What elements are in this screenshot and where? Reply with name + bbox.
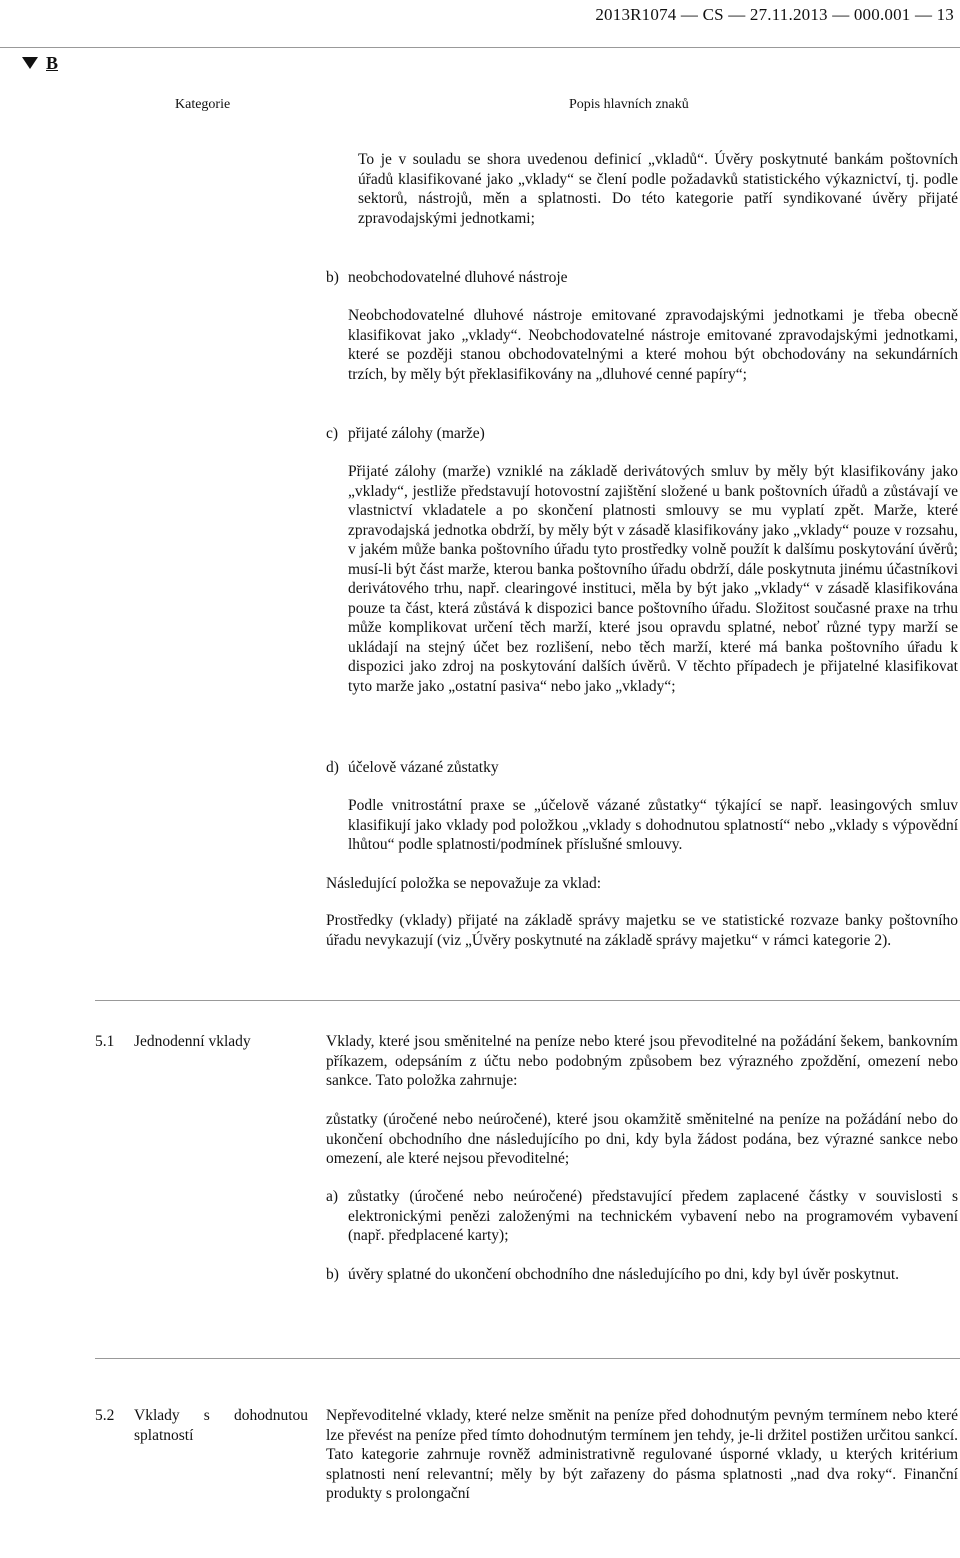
item-c-key: c) (326, 425, 339, 442)
amendment-marker (22, 52, 58, 74)
column-header-description: Popis hlavních znaků (569, 97, 689, 112)
row-separator (95, 1000, 960, 1001)
item-b-key: b) (326, 269, 339, 286)
row-5-1-item-a-text: zůstatky (úročené nebo neúročené) představující předem zaplacené částky v souvislosti s elektronickými penězi založenými na technickém vybavení nebo na programovém vybavení (např. předplacené karty); (348, 1188, 958, 1244)
intro-paragraph: To je v souladu se shora uvedenou definicí „vkladů“. Úvěry poskytnuté bankám poštovních úřadů klasifikované jako „vklady“ se člení podle požadavků statistického výkaznictví, tj. podle sektorů, nástrojů, měn a splatnosti. Do této kategorie patří syndikované úvěry přijaté zpravodajskými jednotkami; (358, 151, 958, 227)
row-5-1-description: Vklady, které jsou směnitelné na peníze nebo které jsou převoditelné na požádání šekem, bankovním příkazem, odepsáním z účtu nebo podobným způsobem bez výrazného zpoždění, omezení nebo sankce. Tato položka zahrnuje: (326, 1033, 958, 1089)
row-5-1-item-b-text: úvěry splatné do ukončení obchodního dne následujícího po dni, kdy byl úvěr poskytnut. (348, 1266, 900, 1283)
row-5-1-includes: zůstatky (úročené nebo neúročené), které jsou okamžitě směnitelné na peníze na požádání nebo do ukončení obchodního dne následujícího po dni, kdy byla žádost podána, bez výrazné sankce nebo omezení, ale které nejsou převoditelné; (326, 1111, 958, 1167)
not-deposit-heading: Následující položka se nepovažuje za vklad: (326, 875, 602, 892)
row-5-2-category: Vklady s dohodnutou splatností (134, 1407, 308, 1444)
item-b-text: Neobchodovatelné dluhové nástroje emitované zpravodajskými jednotkami je třeba obecně klasifikovat jako „vklady“. Neobchodovatelné nástroje emitované zpravodajskými jednotkami, které se později stanou obchodovatelnými a které mohou být obchodovány na sekundárních trzích, by měly být překlasifikovány na „dluhové cenné papíry“; (348, 307, 958, 383)
row-5-1-item-b (326, 1265, 958, 1285)
item-c-text: Přijaté zálohy (marže) vzniklé na základě derivátových smluv by měly být klasifikovány jako „vklady“, jestliže představují hotovostní zajištění složené u bank poštovních úřadů a zůstávají ve vlastnictví vkladatele a po skončení platnosti smlouvy se mu vyplatí zpět. Marže, které zpravodajská jednotka obdrží, by měly být v zásadě klasifikovány jako „vklady“ pouze v rozsahu, v jakém může banka poštovního úřadu tyto prostředky volně použít k dalšímu poskytování úvěrů; musí-li být část marže, kterou banka poštovního úřadu obdrží, dále poskytnuta jinému účastníkovi derivátového trhu, např. clearingové instituci, měla by být jako „vklady“ v zásadě klasifikována pouze ta část, která zůstává k dispozici bance poštovního úřadu. Složitost současné praxe na trhu může komplikovat určení těch marží, které jsou opravdu splatné, neboť různé typy marží se ukládají na stejný účet bez rozlišení, nebo těch marží, které má banka poštovního úřadu k dispozici jako zdroj na poskytování dalších úvěrů. V těchto případech je přijatelné klasifikovat tyto marže jako „ostatní pasiva“ nebo jako „vklady“; (348, 463, 958, 695)
item-d-key: d) (326, 759, 339, 776)
item-d-title: účelově vázané zůstatky (348, 759, 499, 776)
row-separator (95, 1358, 960, 1359)
row-5-1-item-a (326, 1187, 958, 1246)
column-header-category: Kategorie (175, 97, 231, 112)
item-b-heading (326, 268, 958, 288)
row-5-1-item-a-key: a) (326, 1188, 339, 1205)
item-c-title: přijaté zálohy (marže) (348, 425, 485, 442)
row-5-2-description: Nepřevoditelné vklady, které nelze směnit na peníze před dohodnutým pevným termínem nebo které lze převést na peníze před tímto dohodnutým termínem jen tehdy, je-li držitel postižen určitou sankcí. Tato kategorie zahrnuje rovněž administrativně regulované úsporné vklady, u kterých kritérium splatnosti není relevantní; měly by být zařazeny do pásma splatnosti „nad dva roky“. Finanční produkty s prolongační (326, 1407, 958, 1502)
row-5-2-number: 5.2 (95, 1407, 115, 1424)
marker-label: B (46, 53, 59, 73)
item-d-text: Podle vnitrostátní praxe se „účelově vázané zůstatky“ týkající se např. leasingových smluv klasifikují jako vklady pod položkou „vklady s dohodnutou splatností“ nebo „vklady s výpovědní lhůtou“ podle splatnosti/podmínek příslušné smlouvy. (348, 797, 958, 853)
item-c-heading (326, 424, 958, 444)
document-reference: 2013R1074 — CS — 27.11.2013 — 000.001 — 13 (595, 5, 954, 24)
item-d-heading (326, 758, 958, 778)
triangle-down-icon (22, 57, 38, 69)
row-5-1-item-b-key: b) (326, 1266, 339, 1283)
document-header (0, 0, 960, 48)
row-5-1-number: 5.1 (95, 1033, 115, 1050)
not-deposit-text: Prostředky (vklady) přijaté na základě správy majetku se ve statistické rozvaze banky poštovního úřadu nevykazují (viz „Úvěry poskytnuté na základě správy majetku“ v rámci kategorie 2). (326, 912, 958, 949)
row-5-1-category: Jednodenní vklady (134, 1033, 251, 1050)
item-b-title: neobchodovatelné dluhové nástroje (348, 269, 568, 286)
